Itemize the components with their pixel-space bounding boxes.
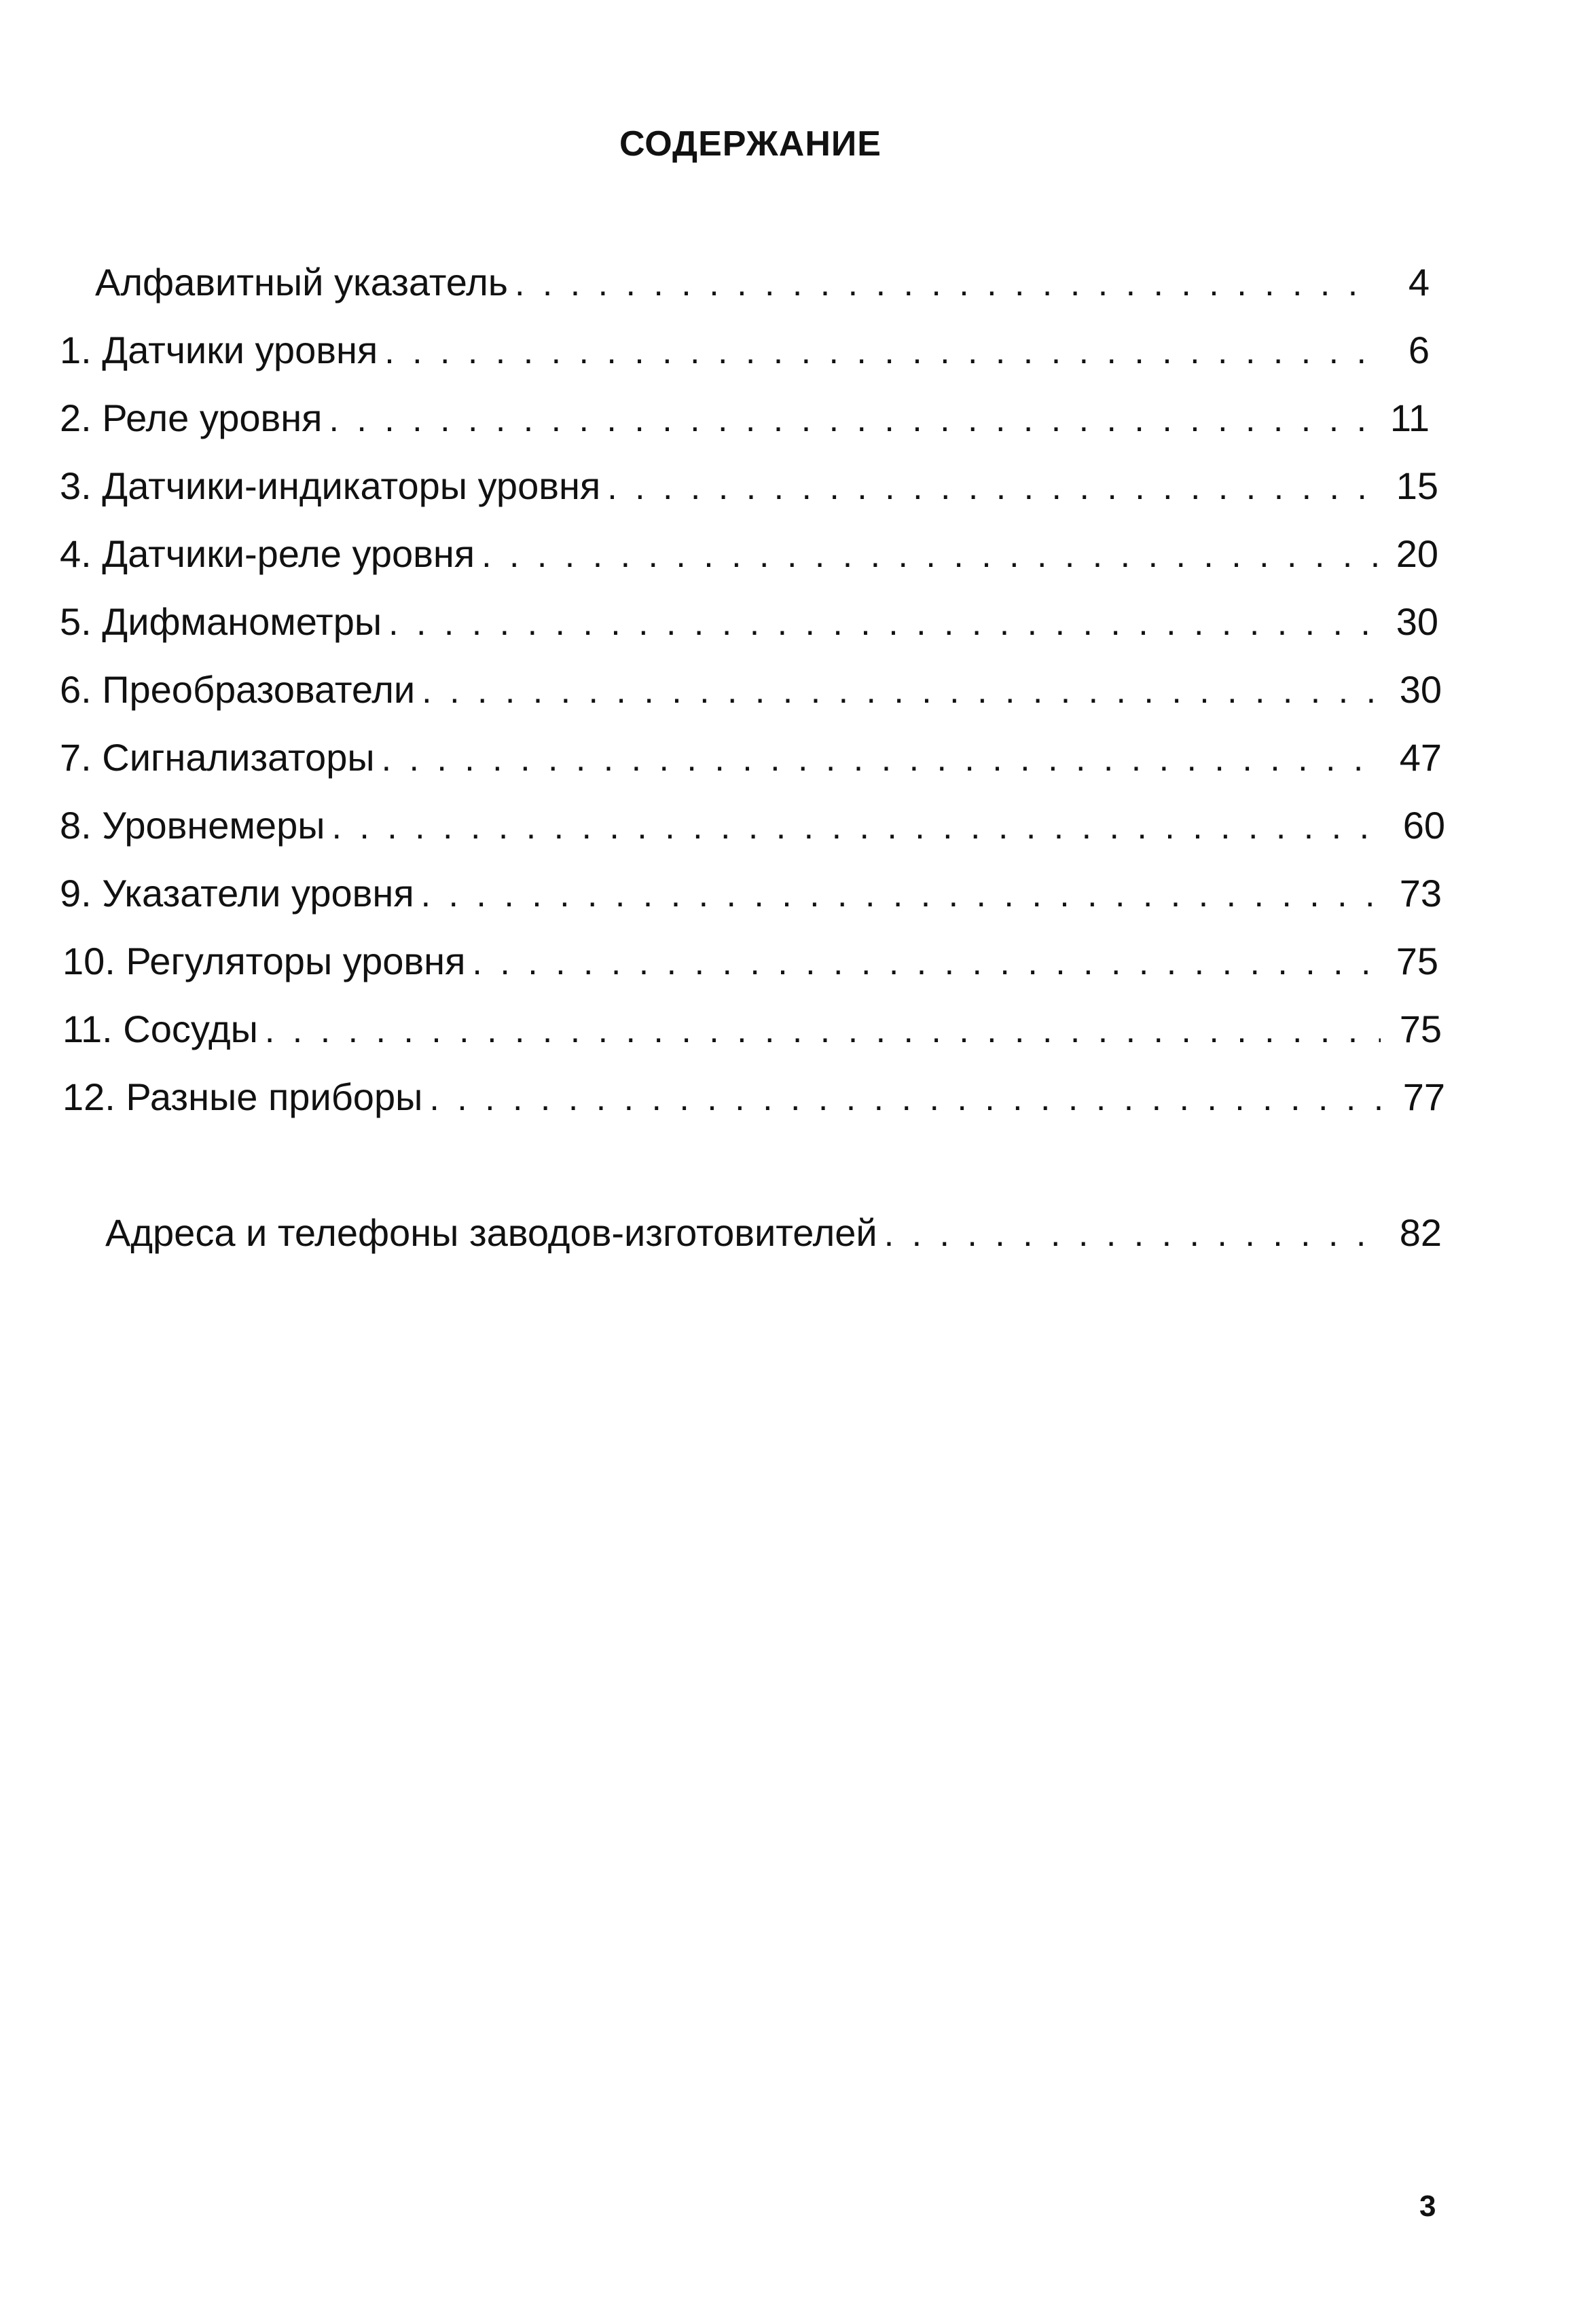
toc-entry-4[interactable] — [60, 532, 1438, 575]
page-number: 3 — [1419, 2190, 1436, 2223]
toc-leader-dots — [388, 606, 1377, 641]
toc-entry-2[interactable] — [60, 396, 1430, 439]
toc-entry-manufacturers[interactable] — [105, 1211, 1442, 1254]
toc-entry-label: 1. Датчики уровня — [60, 329, 378, 371]
toc-leader-dots — [429, 1081, 1384, 1116]
toc-entry-page: 60 — [1402, 804, 1445, 847]
toc-entry-label: 4. Датчики-реле уровня — [60, 532, 475, 575]
toc-entry-page: 47 — [1399, 736, 1442, 779]
toc-entry-label: 5. Дифманометры — [60, 600, 382, 643]
toc-entry-11[interactable] — [62, 1010, 1442, 1048]
toc-entry-label: 3. Датчики-индикаторы уровня — [60, 464, 601, 507]
toc-entry-page: 4 — [1408, 261, 1430, 303]
toc-entry-page: 20 — [1396, 532, 1438, 575]
toc-entry-6[interactable] — [60, 668, 1442, 711]
toc-entry-page: 77 — [1402, 1075, 1445, 1118]
toc-entry-label: 6. Преобразователи — [60, 668, 416, 711]
toc-entry-page: 73 — [1399, 872, 1442, 915]
toc-entry-9[interactable] — [60, 872, 1442, 915]
toc-leader-dots — [384, 334, 1368, 369]
toc-entry-10[interactable] — [62, 942, 1438, 980]
toc-entry-1[interactable] — [60, 331, 1430, 369]
toc-leader-dots — [515, 266, 1368, 301]
toc-entry-label: 11. Сосуды — [62, 1008, 258, 1050]
toc-leader-dots — [382, 741, 1381, 777]
toc-leader-dots — [329, 402, 1368, 437]
page-title: СОДЕРЖАНИЕ — [619, 124, 882, 164]
toc-entry-label: 8. Уровнемеры — [60, 804, 325, 847]
toc-entry-page: 15 — [1396, 464, 1438, 507]
toc-entry-page: 75 — [1396, 940, 1438, 982]
toc-entry-page: 82 — [1399, 1211, 1442, 1254]
toc-entry-label: 2. Реле уровня — [60, 396, 323, 439]
toc-leader-dots — [422, 674, 1381, 709]
toc-entry-page: 75 — [1399, 1008, 1442, 1050]
toc-leader-dots — [265, 1013, 1381, 1048]
toc-entry-label: 7. Сигнализаторы — [60, 736, 375, 779]
toc-leader-dots — [481, 538, 1377, 573]
toc-entry-7[interactable] — [60, 736, 1442, 779]
toc-entry-label: Алфавитный указатель — [95, 261, 508, 303]
toc-leader-dots — [421, 877, 1381, 912]
toc-entry-label: 12. Разные приборы — [62, 1075, 423, 1118]
toc-leader-dots — [884, 1217, 1381, 1252]
toc-entry-page: 11 — [1389, 396, 1430, 439]
toc-entry-page: 30 — [1396, 600, 1438, 643]
toc-entry-index[interactable] — [95, 263, 1430, 301]
toc-entry-label: Адреса и телефоны заводов-изготовителей — [105, 1211, 877, 1254]
toc-entry-label: 10. Регуляторы уровня — [62, 940, 466, 982]
toc-entry-5[interactable] — [60, 600, 1438, 643]
toc-entry-3[interactable] — [60, 464, 1438, 507]
toc-entry-page: 30 — [1399, 668, 1442, 711]
toc-leader-dots — [607, 470, 1377, 505]
toc-entry-page: 6 — [1408, 329, 1430, 371]
toc-entry-8[interactable] — [60, 804, 1445, 847]
toc-leader-dots — [331, 809, 1384, 845]
toc-entry-12[interactable] — [62, 1075, 1445, 1118]
toc-entry-label: 9. Указатели уровня — [60, 872, 414, 915]
toc-leader-dots — [472, 945, 1377, 980]
